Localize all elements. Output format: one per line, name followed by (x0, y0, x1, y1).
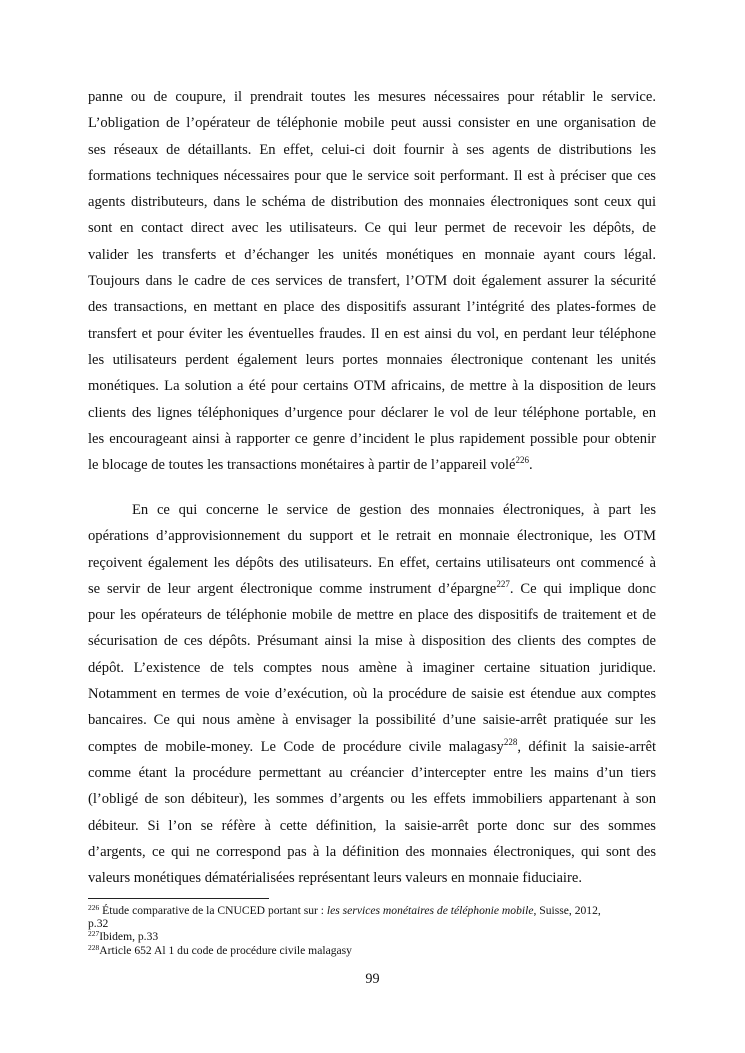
footnote-ref-227[interactable]: 227 (496, 578, 510, 589)
text-line: clients des lignes téléphoniques d’urgence pour déclarer le vol de leur téléphone portable, en (88, 404, 656, 421)
paragraph-2 (88, 497, 656, 891)
footnote-separator (88, 898, 269, 899)
text-line: L’obligation de l’opérateur de téléphonie mobile peut aussi consister en une organisation de (88, 115, 656, 132)
text-line: formations techniques nécessaires pour que le service soit performant. Il est à préciser que ces (88, 167, 656, 184)
text-line: agents distributeurs, dans le schéma de distribution des monnaies électroniques sont ceux qui (88, 194, 656, 211)
footnote-227 (88, 930, 658, 943)
text-line: ses réseaux de détaillants. En effet, celui-ci doit fournir à ses agents de distributions les (88, 141, 656, 158)
footnote-228 (88, 944, 658, 957)
footnote-text: Ibidem, p.33 (99, 930, 159, 944)
text-line: opérations d’approvisionnement du support et le retrait en monnaie électronique, les OTM (88, 528, 656, 545)
text-line: pour les opérateurs de téléphonie mobile de mettre en place des dispositifs de traitement et de (88, 607, 656, 624)
line-end: , définit la saisie-arrêt (517, 738, 657, 755)
footnote-ref-228[interactable]: 228 (503, 736, 518, 747)
text-line: débiteur. Si l’on se réfère à cette définition, la saisie-arrêt porte donc sur des sommes (88, 817, 656, 834)
text-line: Toujours dans le cadre de ces services de transfert, l’OTM doit également assurer la sécurité (88, 273, 656, 290)
line-text: se servir de leur argent électronique comme instrument d’épargne (88, 580, 497, 597)
footnote-226-continuation: p.32 (88, 917, 109, 931)
text-line: les utilisateurs perdent également leurs portes monnaies électronique contenant les unités (88, 351, 656, 368)
line-text: le blocage de toutes les transactions monétaires à partir de l’appareil volé (88, 457, 516, 474)
footnote-text: Article 652 Al 1 du code de procédure civile malagasy (99, 943, 352, 957)
footnotes (88, 904, 658, 957)
text-line: panne ou de coupure, il prendrait toutes les mesures nécessaires pour rétablir le service. (88, 89, 656, 105)
text-line-with-ref (88, 576, 656, 602)
text-line-with-ref (88, 734, 656, 760)
text-line: d’argents, ce qui ne correspond pas à la définition des monnaies électroniques, qui sont des (88, 843, 656, 860)
page-number: 99 (365, 971, 380, 987)
footnote-226 (88, 904, 658, 917)
line-end: . (529, 457, 533, 474)
text-line: comme étant la procédure permettant au créancier d’intercepter entre les mains d’un tiers (88, 764, 656, 781)
footnote-text-end: , Suisse, 2012, (533, 904, 601, 917)
text-line-last (88, 452, 656, 478)
text-line: dépôt. L’existence de tels comptes nous amène à imaginer certaine situation juridique. (88, 659, 656, 676)
footnote-title: les services monétaires de téléphonie mobile (326, 904, 534, 917)
footnote-ref-226[interactable]: 226 (515, 455, 530, 466)
text-line: monétiques. La solution a été pour certains OTM africains, de mettre à la disposition de leurs (88, 378, 656, 395)
text-line: En ce qui concerne le service de gestion des monnaies électroniques, à part les (132, 502, 656, 518)
text-line: sont en contact direct avec les utilisateurs. Ce qui leur permet de recevoir les dépôts, de (88, 220, 656, 237)
text-line: (l’obligé de son débiteur), les sommes d’argents ou les effets immobiliers appartenant à son (88, 791, 656, 808)
paragraph-1 (88, 84, 656, 478)
text-line: des transactions, en mettant en place des dispositifs assurant l’intégrité des plates-formes de (88, 299, 656, 316)
text-line: transfert et pour éviter les éventuelles fraudes. Il en est ainsi du vol, en perdant leur téléphone (88, 325, 656, 342)
text-line: valider les transferts et d’échanger les unités monétiques en monnaie ayant cours légal. (88, 246, 656, 263)
text-line: bancaires. Ce qui nous amène à envisager la possibilité d’une saisie-arrêt pratiquée sur les (88, 712, 656, 729)
text-line-last: valeurs monétiques dématérialisées représentant leurs valeurs en monnaie fiduciaire. (88, 870, 582, 887)
footnote-number: 227 (88, 929, 100, 939)
line-end: . Ce qui implique donc (509, 580, 657, 597)
text-line: reçoivent également les dépôts des utilisateurs. En effet, certains utilisateurs ont commencé à (88, 554, 656, 571)
footnote-number: 228 (88, 942, 100, 952)
text-line: sécurisation de ces dépôts. Présumant ainsi la mise à disposition des clients des comptes de (88, 633, 656, 650)
footnote-number: 226 (88, 903, 100, 912)
line-text: comptes de mobile-money. Le Code de procédure civile malagasy (88, 738, 504, 755)
text-line: les encourageant ainsi à rapporter ce genre d’incident le plus rapidement possible pour obtenir (88, 430, 656, 447)
footnote-text: Étude comparative de la CNUCED portant sur : (99, 904, 327, 917)
text-line: Notamment en termes de voie d’exécution, où la procédure de saisie est étendue aux comptes (88, 686, 656, 703)
